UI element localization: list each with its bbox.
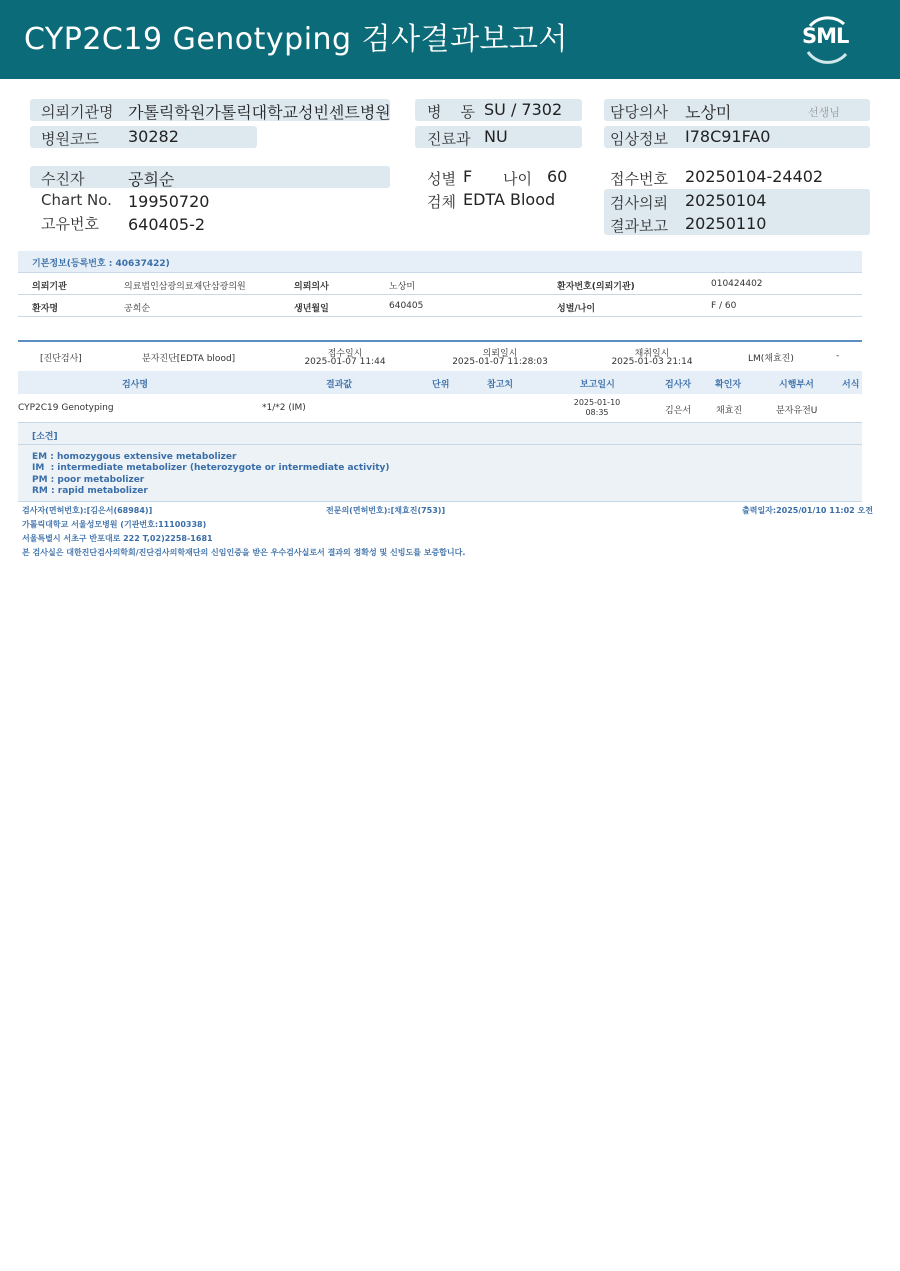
patient-value: 공희순 [128, 170, 175, 189]
report-value: 20250110 [685, 214, 767, 233]
institution-value: 가톨릭학원가톨릭대학교성빈센트병원 [128, 103, 391, 122]
request-dt: 2025-01-07 11:28:03 [452, 357, 548, 367]
findings-title: [소견] [32, 432, 58, 442]
col-checker: 확인자 [715, 380, 742, 390]
footer-certification: 본 검사실은 대한진단검사의학회/진단검사의학재단의 신임인증을 받은 우수검사실로서 결과의 정확성 및 신빙도를 보증합니다. [22, 548, 466, 557]
basic-key: 의뢰기관 [32, 282, 67, 292]
report-title: CYP2C19 Genotyping 검사결과보고서 [24, 22, 568, 57]
footer-printed: 출력일자:2025/01/10 11:02 오전 [742, 506, 873, 515]
clinical-label: 임상정보 [610, 130, 668, 148]
test-report-date: 2025-01-10 [573, 398, 621, 407]
divider [18, 501, 862, 502]
request-value: 20250104 [685, 191, 767, 210]
ward-label: 병 동 [427, 103, 476, 121]
footer-specialist: 전문의(면허번호):[채효진(753)] [326, 506, 446, 515]
test-result: *1/*2 (IM) [262, 403, 306, 413]
footer-address: 서울특별시 서초구 반포대로 222 T,02)2258-1681 [22, 534, 213, 543]
test-dept: 분자유전U [776, 406, 818, 416]
patient-label: 수진자 [41, 170, 85, 188]
test-checker: 채효진 [716, 406, 743, 416]
sex-label: 성별 [427, 170, 456, 188]
lm-person: LM(채효진) [748, 354, 794, 364]
basic-value: 노상미 [389, 282, 416, 292]
col-name: 검사명 [121, 380, 149, 390]
request-dt-label: 의뢰일시 [482, 349, 518, 359]
col-dept: 시행부서 [779, 380, 814, 390]
sex-value: F [463, 167, 473, 186]
age-value: 60 [547, 167, 568, 186]
dept-label: 진료과 [427, 130, 471, 148]
sml-logo-text: SML [802, 24, 849, 48]
basic-value: F / 60 [711, 301, 737, 311]
hospital-code-value: 30282 [128, 127, 179, 146]
col-result: 결과값 [326, 380, 353, 390]
test-report-time: 08:35 [585, 408, 609, 417]
basic-key: 환자명 [32, 304, 59, 314]
footer-tester: 검사자(면허번호):[김은서(68984)] [22, 506, 153, 515]
col-ref: 참고치 [487, 380, 514, 390]
specimen-label: 검체 [427, 193, 456, 211]
test-name: CYP2C19 Genotyping [18, 403, 114, 413]
test-tester: 김은서 [665, 406, 692, 416]
unique-value: 640405-2 [128, 215, 206, 234]
basic-value: 공희순 [124, 304, 151, 314]
dept-value: NU [484, 127, 508, 146]
exam-dash: - [836, 351, 840, 361]
basic-info-title: 기본정보(등록번호 : 40637422) [32, 259, 170, 269]
receipt-dt: 2025-01-07 11:44 [304, 357, 386, 367]
basic-key: 의뢰의사 [294, 282, 329, 292]
finding-line: IM : intermediate metabolizer (heterozygote or intermediate activity) [32, 463, 390, 473]
unique-label: 고유번호 [41, 215, 99, 233]
report-label: 결과보고 [610, 217, 668, 235]
request-label: 검사의뢰 [610, 194, 668, 212]
receipt-dt-label: 접수일시 [327, 349, 363, 359]
divider [18, 294, 862, 295]
footer-org: 가톨릭대학교 서울성모병원 (기관번호:11100338) [22, 520, 207, 529]
receipt-value: 20250104-24402 [685, 167, 824, 186]
collect-dt-label: 채취일시 [634, 349, 670, 359]
col-form: 서식 [842, 380, 860, 390]
basic-key: 생년월일 [294, 304, 329, 314]
ward-value: SU / 7302 [484, 100, 563, 119]
col-tester: 검사자 [665, 380, 692, 390]
col-unit: 단위 [432, 380, 450, 390]
col-report: 보고일시 [580, 380, 615, 390]
doctor-value: 노상미 [685, 103, 732, 122]
doctor-suffix: 선생님 [808, 106, 840, 119]
doctor-label: 담당의사 [610, 103, 668, 121]
chart-value: 19950720 [128, 192, 210, 211]
basic-value: 640405 [389, 301, 424, 311]
age-label: 나이 [503, 170, 532, 188]
exam-subcategory: 분자진단[EDTA blood] [142, 354, 236, 364]
basic-key: 환자번호(의뢰기관) [557, 282, 635, 292]
institution-label: 의뢰기관명 [41, 103, 114, 121]
chart-label: Chart No. [41, 191, 112, 209]
exam-category: [진단검사] [40, 354, 82, 364]
basic-key: 성별/나이 [557, 304, 596, 314]
specimen-value: EDTA Blood [463, 190, 556, 209]
finding-line: RM : rapid metabolizer [32, 486, 148, 496]
basic-value: 의료법인삼광의료재단삼광의원 [124, 282, 246, 292]
exam-top-border [18, 340, 862, 342]
collect-dt: 2025-01-03 21:14 [611, 357, 693, 367]
hospital-code-label: 병원코드 [41, 130, 99, 148]
divider [18, 316, 862, 317]
divider [18, 272, 862, 273]
finding-line: EM : homozygous extensive metabolizer [32, 452, 237, 462]
finding-line: PM : poor metabolizer [32, 475, 145, 485]
basic-value: 010424402 [711, 279, 763, 289]
clinical-value: I78C91FA0 [685, 127, 771, 146]
divider [18, 444, 862, 445]
receipt-label: 접수번호 [610, 170, 668, 188]
